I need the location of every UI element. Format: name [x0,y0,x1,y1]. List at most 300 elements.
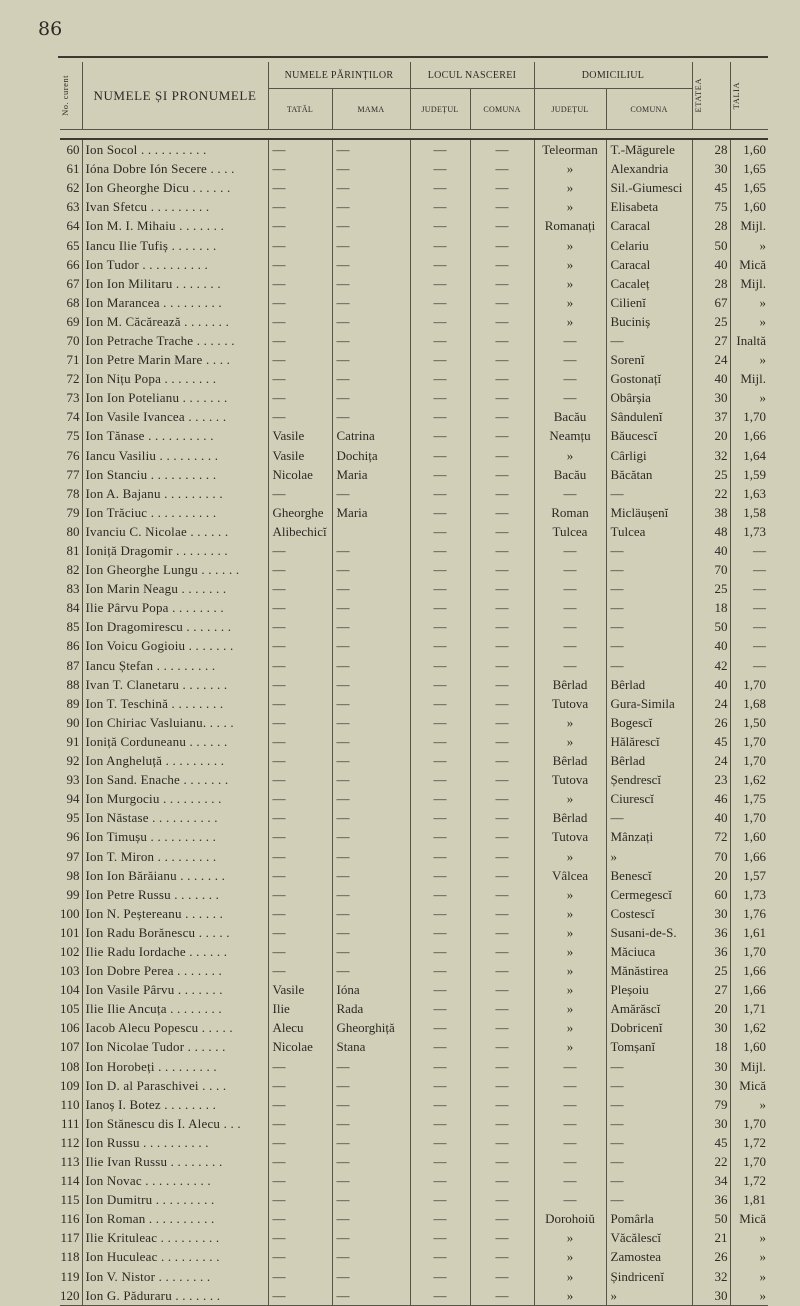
cell-father: — [268,216,332,235]
cell-height: 1,66 [743,963,766,979]
cell-name: Ivan T. Clanetaru . . . . . . . [82,675,268,694]
cell-dcounty: — [534,388,606,407]
table-row [60,350,768,369]
cell-name: Ion Huculeac . . . . . . . . . [82,1247,268,1266]
cell-mother: — [332,827,410,846]
cell-dcommune: — [606,617,692,636]
cell-mother: Gheorghiță [332,1018,410,1037]
cell-dcounty: » [534,942,606,961]
cell-height: — [753,657,766,673]
cell-age: 36 [692,923,730,942]
table-header [60,62,768,139]
cell-dcommune: — [606,541,692,560]
table-row [60,235,768,254]
cell-no: 91 [60,732,82,751]
cell-dcounty: Romanați [534,216,606,235]
cell-dcommune: — [606,484,692,503]
table-row [60,656,768,675]
cell-father: — [268,1076,332,1095]
header-domicile: DOMICILIUL [534,62,692,89]
cell-father: Vasile [268,426,332,445]
cell-no: 95 [60,808,82,827]
cell-county: — [410,598,470,617]
cell-name: Ion Novac . . . . . . . . . . [82,1171,268,1190]
cell-county: — [410,1076,470,1095]
cell-no: 86 [60,636,82,655]
cell-father: — [268,312,332,331]
cell-age: 21 [692,1228,730,1247]
cell-county: — [410,885,470,904]
cell-height: » [759,237,766,253]
cell-age: 30 [692,904,730,923]
cell-county: — [410,178,470,197]
cell-dcounty: » [534,274,606,293]
cell-dcounty: » [534,159,606,178]
cell-dcommune: — [606,1114,692,1133]
cell-dcommune: — [606,636,692,655]
cell-name: Ion Ion Potelianu . . . . . . . [82,388,268,407]
cell-mother: — [332,1286,410,1306]
cell-dcommune: Hălărescĭ [606,732,692,751]
cell-no: 61 [60,159,82,178]
cell-commune: — [470,885,534,904]
cell-no: 119 [60,1267,82,1286]
cell-county: — [410,942,470,961]
cell-name: Ilie Ilie Ancuța . . . . . . . . [82,999,268,1018]
cell-father: — [268,732,332,751]
table-row [60,1209,768,1228]
cell-county: — [410,560,470,579]
cell-dcommune: Văcălescĭ [606,1228,692,1247]
cell-age: 30 [692,1076,730,1095]
header-birthplace: LOCUL NASCEREI [410,62,534,89]
cell-dcounty: Roman [534,503,606,522]
cell-dcounty: » [534,178,606,197]
table-row [60,675,768,694]
table-row [60,178,768,197]
cell-no: 88 [60,675,82,694]
cell-father: — [268,139,332,159]
top-rule [58,56,768,58]
table-row [60,407,768,426]
cell-age: 40 [692,369,730,388]
cell-mother: — [332,235,410,254]
table-row [60,961,768,980]
cell-mother: Maria [332,465,410,484]
cell-name: Ion Dobre Perea . . . . . . . [82,961,268,980]
cell-father: — [268,1133,332,1152]
cell-commune: — [470,656,534,675]
cell-no: 103 [60,961,82,980]
table-row [60,1057,768,1076]
cell-dcounty: — [534,656,606,675]
table-row [60,1267,768,1286]
cell-height: 1,60 [743,1039,766,1055]
table-row [60,636,768,655]
cell-name: Ion Petre Russu . . . . . . . [82,885,268,904]
cell-dcounty: — [534,636,606,655]
cell-name: Ion Trăciuc . . . . . . . . . . [82,503,268,522]
cell-dcounty: Bêrlad [534,675,606,694]
cell-dcounty: » [534,999,606,1018]
cell-county: — [410,866,470,885]
cell-father: — [268,675,332,694]
cell-no: 67 [60,274,82,293]
cell-father: Vasile [268,446,332,465]
cell-commune: — [470,617,534,636]
cell-no: 65 [60,235,82,254]
cell-county: — [410,617,470,636]
cell-commune: — [470,503,534,522]
cell-dcounty: — [534,350,606,369]
table-row [60,789,768,808]
header-age: ETATEA [692,62,730,130]
cell-name: Ion D. al Paraschivei . . . . [82,1076,268,1095]
table-row [60,1114,768,1133]
cell-county: — [410,522,470,541]
cell-commune: — [470,636,534,655]
cell-height: 1,76 [743,905,766,921]
cell-name: Ion Vasile Pârvu . . . . . . . [82,980,268,999]
cell-height: 1,61 [743,924,766,940]
cell-no: 90 [60,713,82,732]
cell-father: — [268,904,332,923]
cell-father: — [268,1057,332,1076]
cell-name: Ion Nicolae Tudor . . . . . . [82,1037,268,1056]
table-row [60,1152,768,1171]
cell-mother: — [332,789,410,808]
table-row [60,770,768,789]
table-row [60,598,768,617]
cell-county: — [410,331,470,350]
cell-dcommune: Tulcea [606,522,692,541]
cell-commune: — [470,789,534,808]
table-row [60,426,768,445]
cell-name: Ion Socol . . . . . . . . . . [82,139,268,159]
table-row [60,560,768,579]
cell-dcounty: — [534,1152,606,1171]
cell-dcommune: Micläușenĭ [606,503,692,522]
cell-mother: — [332,598,410,617]
cell-height: 1,70 [743,409,766,425]
cell-commune: — [470,827,534,846]
cell-dcommune: Alexandria [606,159,692,178]
cell-commune: — [470,1018,534,1037]
cell-height: » [759,313,766,329]
cell-father: — [268,1171,332,1190]
cell-mother: — [332,961,410,980]
cell-height: 1,66 [743,848,766,864]
cell-no: 68 [60,293,82,312]
cell-father: — [268,235,332,254]
cell-dcounty: Bêrlad [534,751,606,770]
cell-age: 18 [692,598,730,617]
cell-mother: — [332,1190,410,1209]
cell-no: 74 [60,407,82,426]
cell-father: — [268,159,332,178]
cell-commune: — [470,541,534,560]
table-row [60,446,768,465]
cell-height: Mică [739,256,766,272]
cell-father: — [268,274,332,293]
cell-dcounty: Vâlcea [534,866,606,885]
cell-dcommune: Mănăstirea [606,961,692,980]
cell-dcounty: — [534,598,606,617]
cell-no: 82 [60,560,82,579]
cell-age: 30 [692,1057,730,1076]
cell-age: 22 [692,484,730,503]
cell-dcommune: Cacaleț [606,274,692,293]
cell-age: 26 [692,713,730,732]
cell-name: Ion T. Miron . . . . . . . . . [82,846,268,865]
cell-mother: — [332,197,410,216]
table-row [60,1171,768,1190]
cell-dcounty: — [534,1114,606,1133]
cell-mother: — [332,1076,410,1095]
table-row [60,942,768,961]
cell-county: — [410,904,470,923]
cell-dcounty: — [534,331,606,350]
cell-mother: — [332,484,410,503]
cell-mother: — [332,808,410,827]
cell-commune: — [470,961,534,980]
cell-father: — [268,808,332,827]
cell-age: 30 [692,159,730,178]
cell-dcounty: » [534,1247,606,1266]
cell-name: Ion Horobeți . . . . . . . . . [82,1057,268,1076]
cell-height: 1,73 [743,523,766,539]
cell-height: 1,70 [743,1154,766,1170]
cell-age: 67 [692,293,730,312]
cell-age: 36 [692,1190,730,1209]
cell-father: — [268,1152,332,1171]
table-row [60,274,768,293]
cell-age: 30 [692,1114,730,1133]
cell-dcommune: — [606,1152,692,1171]
cell-name: Ion Sand. Enache . . . . . . . [82,770,268,789]
cell-mother: — [332,904,410,923]
cell-dcommune: Amărăscĭ [606,999,692,1018]
cell-name: Iancu Ștefan . . . . . . . . . [82,656,268,675]
cell-no: 76 [60,446,82,465]
cell-dcommune: Bêrlad [606,751,692,770]
cell-dcommune: Mânzați [606,827,692,846]
cell-county: — [410,407,470,426]
cell-dcounty: » [534,1286,606,1306]
cell-dcommune: Șindricenĭ [606,1267,692,1286]
header-height: TALIA [730,62,768,130]
cell-height: 1,60 [743,199,766,215]
cell-commune: — [470,980,534,999]
cell-height: — [753,581,766,597]
cell-name: Ion Angheluță . . . . . . . . . [82,751,268,770]
cell-county: — [410,694,470,713]
cell-father: — [268,1286,332,1306]
cell-height: Mijl. [740,275,766,291]
cell-name: Ilie Pârvu Popa . . . . . . . . [82,598,268,617]
cell-age: 40 [692,636,730,655]
table-row [60,1133,768,1152]
cell-dcommune: Șendrescĭ [606,770,692,789]
table-row [60,1286,768,1306]
cell-commune: — [470,369,534,388]
cell-dcommune: Dobricenĭ [606,1018,692,1037]
cell-height: Inaltă [736,332,766,348]
cell-dcommune: Măciuca [606,942,692,961]
cell-height: 1,72 [743,1134,766,1150]
table-row [60,694,768,713]
cell-age: 45 [692,1133,730,1152]
cell-father: — [268,369,332,388]
cell-commune: — [470,1228,534,1247]
cell-height: » [759,1096,766,1112]
cell-dcommune: Pleșoiu [606,980,692,999]
cell-age: 20 [692,426,730,445]
cell-father: Nicolae [268,1037,332,1056]
cell-commune: — [470,426,534,445]
cell-mother: — [332,388,410,407]
cell-height: » [759,390,766,406]
cell-commune: — [470,484,534,503]
cell-dcommune: — [606,579,692,598]
cell-height: 1,65 [743,180,766,196]
cell-dcommune: Gostonațĭ [606,369,692,388]
cell-mother: — [332,139,410,159]
cell-dcounty: — [534,484,606,503]
cell-dcounty: » [534,846,606,865]
cell-commune: — [470,808,534,827]
cell-no: 109 [60,1076,82,1095]
cell-commune: — [470,1037,534,1056]
cell-name: Ióna Dobre Ión Secere . . . . [82,159,268,178]
cell-mother: — [332,1114,410,1133]
cell-age: 40 [692,541,730,560]
cell-no: 116 [60,1209,82,1228]
cell-county: — [410,446,470,465]
cell-age: 36 [692,942,730,961]
cell-no: 66 [60,255,82,274]
cell-name: Ilie Krituleac . . . . . . . . . [82,1228,268,1247]
cell-age: 45 [692,732,730,751]
cell-no: 110 [60,1095,82,1114]
cell-commune: — [470,904,534,923]
cell-age: 22 [692,1152,730,1171]
cell-dcommune: Cilienĭ [606,293,692,312]
cell-dcommune: — [606,1171,692,1190]
cell-county: — [410,312,470,331]
cell-county: — [410,770,470,789]
cell-mother [332,522,410,541]
cell-name: Ion Vasile Ivancea . . . . . . [82,407,268,426]
cell-no: 106 [60,1018,82,1037]
cell-dcounty: — [534,579,606,598]
cell-dcommune: Caracal [606,255,692,274]
cell-height: 1,60 [743,829,766,845]
header-nr: No. curent [60,62,82,130]
cell-age: 30 [692,1018,730,1037]
table-row [60,139,768,159]
cell-dcommune: — [606,1095,692,1114]
cell-name: Ianoș I. Botez . . . . . . . . [82,1095,268,1114]
cell-mother: Stana [332,1037,410,1056]
cell-mother: — [332,1247,410,1266]
cell-name: Ivan Sfetcu . . . . . . . . . [82,197,268,216]
cell-commune: — [470,846,534,865]
cell-height: — [753,638,766,654]
cell-father: — [268,827,332,846]
cell-age: 24 [692,751,730,770]
cell-dcounty: » [534,293,606,312]
cell-father: — [268,751,332,770]
cell-dcommune: Sorenĭ [606,350,692,369]
cell-dcommune: Obârșia [606,388,692,407]
table-row [60,579,768,598]
cell-county: — [410,999,470,1018]
cell-dcounty: — [534,1190,606,1209]
header-dom-commune: COMUNA [606,89,692,130]
table-row [60,1018,768,1037]
cell-age: 75 [692,197,730,216]
cell-mother: — [332,675,410,694]
cell-mother: — [332,617,410,636]
cell-height: — [753,543,766,559]
cell-height: 1,70 [743,753,766,769]
cell-dcommune: Tomșanĭ [606,1037,692,1056]
cell-age: 25 [692,312,730,331]
cell-name: Ioniță Corduneanu . . . . . . [82,732,268,751]
cell-dcounty: Dorohoiŭ [534,1209,606,1228]
cell-county: — [410,426,470,445]
cell-county: — [410,789,470,808]
cell-no: 69 [60,312,82,331]
cell-father: — [268,923,332,942]
cell-commune: — [470,293,534,312]
cell-no: 93 [60,770,82,789]
cell-no: 100 [60,904,82,923]
cell-commune: — [470,999,534,1018]
cell-dcommune: — [606,1057,692,1076]
table-row [60,808,768,827]
cell-county: — [410,808,470,827]
cell-age: 38 [692,503,730,522]
cell-no: 101 [60,923,82,942]
cell-name: Ion Voicu Gogioiu . . . . . . . [82,636,268,655]
cell-county: — [410,465,470,484]
cell-age: 25 [692,579,730,598]
cell-dcommune: — [606,331,692,350]
cell-height: 1,70 [743,676,766,692]
cell-county: — [410,579,470,598]
cell-age: 40 [692,255,730,274]
cell-dcounty: » [534,885,606,904]
cell-name: Ion Dragomirescu . . . . . . . [82,617,268,636]
cell-mother: — [332,636,410,655]
cell-mother: — [332,331,410,350]
cell-height: Mijl. [740,218,766,234]
cell-father: — [268,350,332,369]
cell-height: 1,72 [743,1173,766,1189]
table-row [60,331,768,350]
cell-commune: — [470,1057,534,1076]
cell-name: Ion A. Bajanu . . . . . . . . . [82,484,268,503]
cell-name: Ion Radu Borănescu . . . . . [82,923,268,942]
table-row [60,980,768,999]
cell-height: 1,62 [743,772,766,788]
cell-name: Ion Timușu . . . . . . . . . . [82,827,268,846]
page-number: 86 [38,18,63,40]
cell-age: 46 [692,789,730,808]
table-row [60,999,768,1018]
